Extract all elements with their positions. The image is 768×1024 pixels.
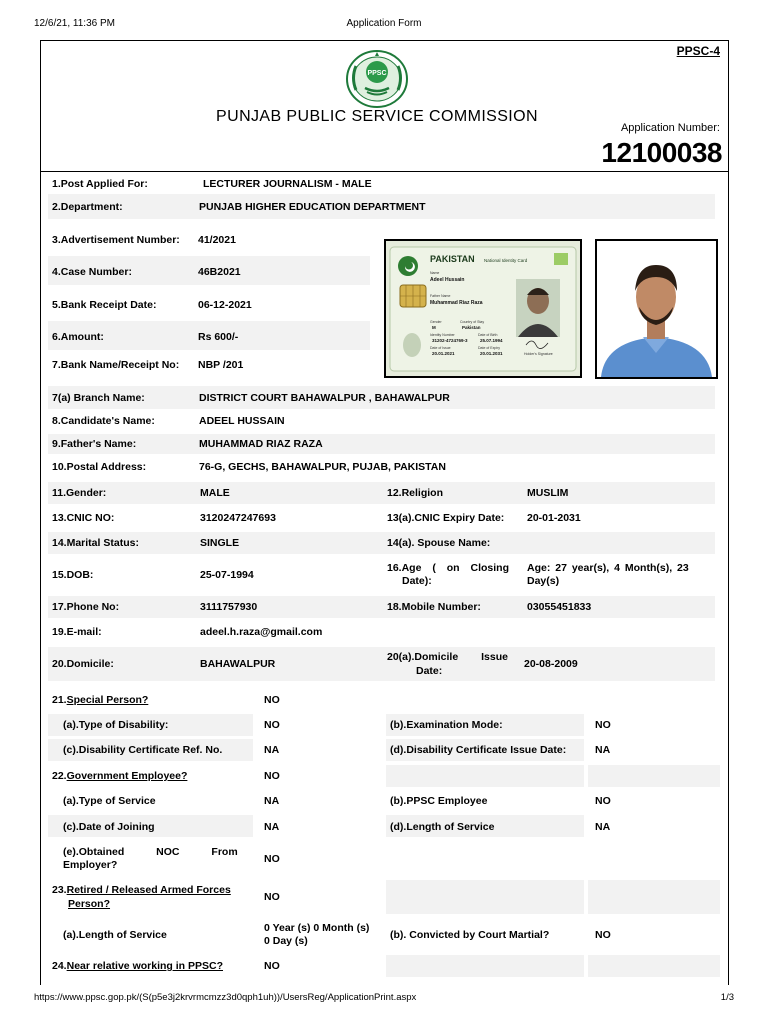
org-title: PUNJAB PUBLIC SERVICE COMMISSION xyxy=(216,108,538,125)
address-label: 10.Postal Address: xyxy=(52,461,147,473)
gender-value: MALE xyxy=(200,487,230,499)
department-value: PUNJAB HIGHER EDUCATION DEPARTMENT xyxy=(199,201,426,213)
logo-text: PPSC xyxy=(367,70,387,77)
print-url: https://www.ppsc.gop.pk/(S(p5e3j2krvrmcmzz3d0qph1uh))/UsersReg/ApplicationPrint.aspx xyxy=(34,992,417,1003)
cnic-id: 31202-4724769-3 xyxy=(432,338,468,343)
print-page-number: 1/3 xyxy=(720,992,734,1003)
form-code: PPSC-4 xyxy=(676,44,720,58)
religion-label: 12.Religion xyxy=(387,487,444,499)
age-value-line2: Day(s) xyxy=(527,575,560,587)
candidate-name-value: ADEEL HUSSAIN xyxy=(199,415,285,427)
cnic-country-label: Country of Stay xyxy=(460,320,485,324)
domicile-value: BAHAWALPUR xyxy=(200,658,276,670)
post-value: LECTURER JOURNALISM - MALE xyxy=(203,178,372,190)
case-number-label: 4.Case Number: xyxy=(52,266,132,278)
age-label-line1: 16.Age ( on Closing xyxy=(387,562,510,574)
dob-label: 15.DOB: xyxy=(52,569,94,581)
cnic-expiry: 20.01.2031 xyxy=(480,351,503,356)
ppsc-logo xyxy=(345,48,409,108)
religion-value: MUSLIM xyxy=(527,487,569,499)
exam-mode-value: NO xyxy=(595,719,611,731)
cnic-country: PAKISTAN xyxy=(430,254,475,264)
marital-label: 14.Marital Status: xyxy=(52,537,139,549)
phone-label: 17.Phone No: xyxy=(52,601,120,613)
service-length-label: (d).Length of Service xyxy=(390,821,495,833)
header-divider xyxy=(40,171,729,172)
advertisement-label: 3.Advertisement Number: xyxy=(52,234,180,246)
cnic-gender-label: Gender xyxy=(430,320,442,324)
branch-label: 7(a) Branch Name: xyxy=(52,392,145,404)
service-type-label: (a).Type of Service xyxy=(63,795,156,807)
row-armed-empty2 xyxy=(588,880,720,914)
noc-label-line2: Employer? xyxy=(63,859,118,871)
cnic-expiry-label: Date of Expiry xyxy=(478,346,500,350)
disability-type-value: NO xyxy=(264,719,280,731)
domicile-issue-label-line1: 20(a).Domicile Issue xyxy=(387,651,508,663)
govt-employee-number: 22. xyxy=(52,770,67,782)
ppsc-employee-label: (b).PPSC Employee xyxy=(390,795,488,807)
cnic-label: 13.CNIC NO: xyxy=(52,512,115,524)
amount-label: 6.Amount: xyxy=(52,331,104,343)
disability-type-label: (a).Type of Disability: xyxy=(63,719,169,731)
print-timestamp: 12/6/21, 11:36 PM xyxy=(34,18,115,29)
service-type-value: NA xyxy=(264,795,280,807)
domicile-issue-value: 20-08-2009 xyxy=(524,658,578,670)
govt-employee-label xyxy=(52,770,187,782)
application-number: 12100038 xyxy=(601,137,722,168)
cnic-expiry-value: 20-01-2031 xyxy=(527,512,581,524)
armed-forces-label-line1 xyxy=(52,884,231,896)
govt-employee-value: NO xyxy=(264,770,280,782)
email-value: adeel.h.raza@gmail.com xyxy=(200,626,323,638)
age-label-line2: Date): xyxy=(402,575,432,587)
domicile-label: 20.Domicile: xyxy=(52,658,114,670)
cnic-id-label: Identity Number xyxy=(430,333,455,337)
court-martial-value: NO xyxy=(595,929,611,941)
case-number-value: 46B2021 xyxy=(198,266,241,278)
disability-cert-date-label: (d).Disability Certificate Issue Date: xyxy=(390,744,567,756)
row-govt-empty2 xyxy=(588,765,720,787)
row-marital xyxy=(48,532,715,554)
cnic-issue: 20.01.2021 xyxy=(432,351,455,356)
candidate-name-label: 8.Candidate's Name: xyxy=(52,415,155,427)
row-father xyxy=(48,434,715,454)
joining-date-label: (c).Date of Joining xyxy=(63,821,155,833)
domicile-issue-label-line2: Date: xyxy=(416,665,443,677)
cnic-name-label: Name xyxy=(430,271,440,275)
cnic-issue-label: Date of Issue xyxy=(430,346,451,350)
noc-value: NO xyxy=(264,853,280,865)
advertisement-value: 41/2021 xyxy=(198,234,236,246)
cnic-dob: 25.07.1994 xyxy=(480,338,503,343)
application-number-label: Application Number: xyxy=(620,122,720,134)
special-person-text: Special Person? xyxy=(66,694,149,706)
department-label: 2.Department: xyxy=(52,201,123,213)
ppsc-employee-value: NO xyxy=(595,795,611,807)
armed-forces-text: Retired / Released Armed Forces xyxy=(66,884,231,896)
marital-value: SINGLE xyxy=(200,537,240,549)
print-title: Application Form xyxy=(346,18,422,29)
armed-service-length-label: (a).Length of Service xyxy=(63,929,167,941)
special-person-number: 21. xyxy=(52,694,67,706)
address-value: 76-G, GECHS, BAHAWALPUR, PUJAB, PAKISTAN xyxy=(199,461,446,473)
govt-employee-text: Government Employee? xyxy=(66,770,188,782)
cnic-card-title: National Identity Card xyxy=(484,258,528,263)
near-relative-value: NO xyxy=(264,960,280,972)
branch-value: DISTRICT COURT BAHAWALPUR , BAHAWALPUR xyxy=(199,392,450,404)
service-length-value: NA xyxy=(595,821,611,833)
dob-value: 25-07-1994 xyxy=(200,569,254,581)
armed-service-length-line1: 0 Year (s) 0 Month (s) xyxy=(264,922,370,934)
near-relative-label xyxy=(52,960,223,972)
row-relative-empty xyxy=(386,955,584,977)
row-domicile xyxy=(48,647,715,681)
special-person-label xyxy=(52,694,148,706)
cnic-value: 3120247247693 xyxy=(200,512,276,524)
spouse-label: 14(a). Spouse Name: xyxy=(387,537,491,549)
exam-mode-label: (b).Examination Mode: xyxy=(390,719,503,731)
receipt-date-value: 06-12-2021 xyxy=(198,299,252,311)
disability-cert-label: (c).Disability Certificate Ref. No. xyxy=(63,744,223,756)
cnic-stay: Pakistan xyxy=(462,325,481,330)
post-label: 1.Post Applied For: xyxy=(52,178,148,190)
row-gender xyxy=(48,482,715,504)
gender-label: 11.Gender: xyxy=(52,487,107,499)
row-phone xyxy=(48,596,715,618)
father-name-label: 9.Father's Name: xyxy=(52,438,137,450)
bank-value: NBP /201 xyxy=(198,359,244,371)
cnic-image xyxy=(384,239,582,378)
cnic-card-graphic xyxy=(386,241,580,376)
cnic-sign-label: Holder's Signature xyxy=(524,352,553,356)
armed-forces-label-line2: Person? xyxy=(68,898,111,910)
noc-label-line1: (e).Obtained NOC From xyxy=(63,846,238,858)
cnic-gender: M xyxy=(432,325,436,330)
cnic-father-label: Father Name xyxy=(430,294,451,298)
special-person-value: NO xyxy=(264,694,280,706)
father-name-value: MUHAMMAD RIAZ RAZA xyxy=(199,438,323,450)
near-relative-number: 24. xyxy=(52,960,67,972)
near-relative-text: Near relative working in PPSC? xyxy=(66,960,223,972)
phone-value: 3111757930 xyxy=(200,601,258,613)
mobile-label: 18.Mobile Number: xyxy=(387,601,481,613)
email-label: 19.E-mail: xyxy=(52,626,102,638)
row-relative-empty2 xyxy=(588,955,720,977)
age-value-line1: Age: 27 year(s), 4 Month(s), 23 xyxy=(527,562,689,574)
joining-date-value: NA xyxy=(264,821,280,833)
candidate-photo-graphic xyxy=(597,241,716,377)
candidate-photo xyxy=(595,239,718,379)
armed-service-length-line2: 0 Day (s) xyxy=(264,935,308,947)
cnic-expiry-label: 13(a).CNIC Expiry Date: xyxy=(387,512,505,524)
cnic-dob-label: Date of Birth xyxy=(478,333,498,337)
row-govt-empty xyxy=(386,765,584,787)
disability-cert-value: NA xyxy=(264,744,280,756)
court-martial-label: (b). Convicted by Court Martial? xyxy=(390,929,550,941)
armed-forces-value: NO xyxy=(264,891,280,903)
print-footer xyxy=(34,992,734,1006)
print-header xyxy=(34,18,734,32)
disability-cert-date-value: NA xyxy=(595,744,611,756)
armed-forces-number: 23. xyxy=(52,884,67,896)
cnic-name: Adeel Hussain xyxy=(430,277,465,283)
cnic-father: Muhammad Riaz Raza xyxy=(430,300,483,306)
amount-value: Rs 600/- xyxy=(198,331,239,343)
mobile-value: 03055451833 xyxy=(527,601,592,613)
bank-label: 7.Bank Name/Receipt No: xyxy=(52,359,180,371)
row-armed-empty xyxy=(386,880,584,914)
receipt-date-label: 5.Bank Receipt Date: xyxy=(52,299,157,311)
